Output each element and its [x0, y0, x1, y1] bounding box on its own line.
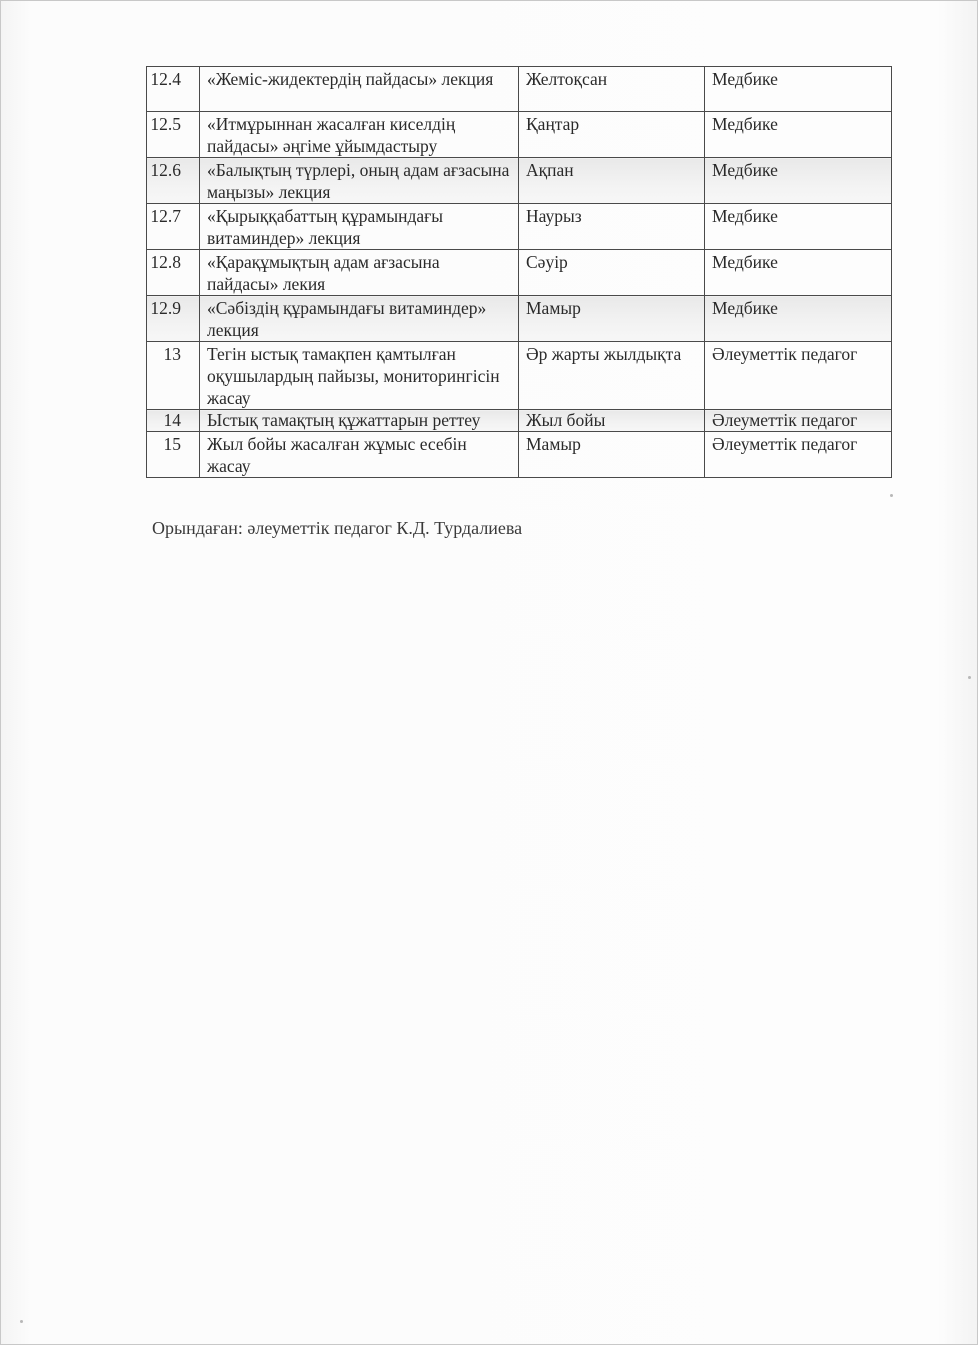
- row-responsible: Медбике: [705, 158, 892, 204]
- row-responsible: Медбике: [705, 296, 892, 342]
- plan-table: [146, 66, 892, 478]
- table-row: [147, 250, 892, 296]
- row-number: 13: [147, 342, 200, 410]
- scan-speck: [890, 494, 893, 497]
- row-number: 12.4: [147, 67, 200, 112]
- table-row: [147, 158, 892, 204]
- row-time: Сәуір: [519, 250, 705, 296]
- row-time: Жыл бойы: [519, 410, 705, 432]
- row-time: Мамыр: [519, 296, 705, 342]
- row-topic: «Қырыққабаттың құрамындағы витаминдер» лекция: [200, 204, 519, 250]
- row-number: 12.8: [147, 250, 200, 296]
- row-time: Желтоқсан: [519, 67, 705, 112]
- table-row: [147, 204, 892, 250]
- row-number: 12.5: [147, 112, 200, 158]
- row-topic: «Балықтың түрлері, оның адам ағзасына маңызы» лекция: [200, 158, 519, 204]
- row-responsible: Әлеуметтік педагог: [705, 410, 892, 432]
- row-topic: Ыстық тамақтың құжаттарын реттеу: [200, 410, 519, 432]
- row-topic: Тегін ыстық тамақпен қамтылған оқушылардың пайызы, мониторингісін жасау: [200, 342, 519, 410]
- table-row: [147, 67, 892, 112]
- table-row: [147, 112, 892, 158]
- row-topic: Жыл бойы жасалған жұмыс есебін жасау: [200, 432, 519, 478]
- row-topic: «Қарақұмықтың адам ағзасына пайдасы» лекия: [200, 250, 519, 296]
- row-responsible: Медбике: [705, 250, 892, 296]
- row-time: Әр жарты жылдықта: [519, 342, 705, 410]
- row-number: 12.6: [147, 158, 200, 204]
- row-time: Қаңтар: [519, 112, 705, 158]
- row-responsible: Медбике: [705, 112, 892, 158]
- scan-speck: [20, 1320, 23, 1323]
- signature-line: Орындаған: әлеуметтік педагог К.Д. Турдалиева: [152, 518, 523, 538]
- row-topic: «Сәбіздің құрамындағы витаминдер» лекция: [200, 296, 519, 342]
- row-topic: «Итмұрыннан жасалған киселдің пайдасы» әңгіме ұйымдастыру: [200, 112, 519, 158]
- row-number: 12.9: [147, 296, 200, 342]
- table-row: [147, 410, 892, 432]
- table-row: [147, 342, 892, 410]
- row-responsible: Әлеуметтік педагог: [705, 342, 892, 410]
- row-number: 15: [147, 432, 200, 478]
- row-topic: «Жеміс-жидектердің пайдасы» лекция: [200, 67, 519, 112]
- row-time: Наурыз: [519, 204, 705, 250]
- row-responsible: Әлеуметтік педагог: [705, 432, 892, 478]
- row-number: 12.7: [147, 204, 200, 250]
- row-responsible: Медбике: [705, 67, 892, 112]
- table-row: [147, 432, 892, 478]
- table-row: [147, 296, 892, 342]
- row-responsible: Медбике: [705, 204, 892, 250]
- row-time: Ақпан: [519, 158, 705, 204]
- row-number: 14: [147, 410, 200, 432]
- row-time: Мамыр: [519, 432, 705, 478]
- scan-speck: [968, 676, 971, 679]
